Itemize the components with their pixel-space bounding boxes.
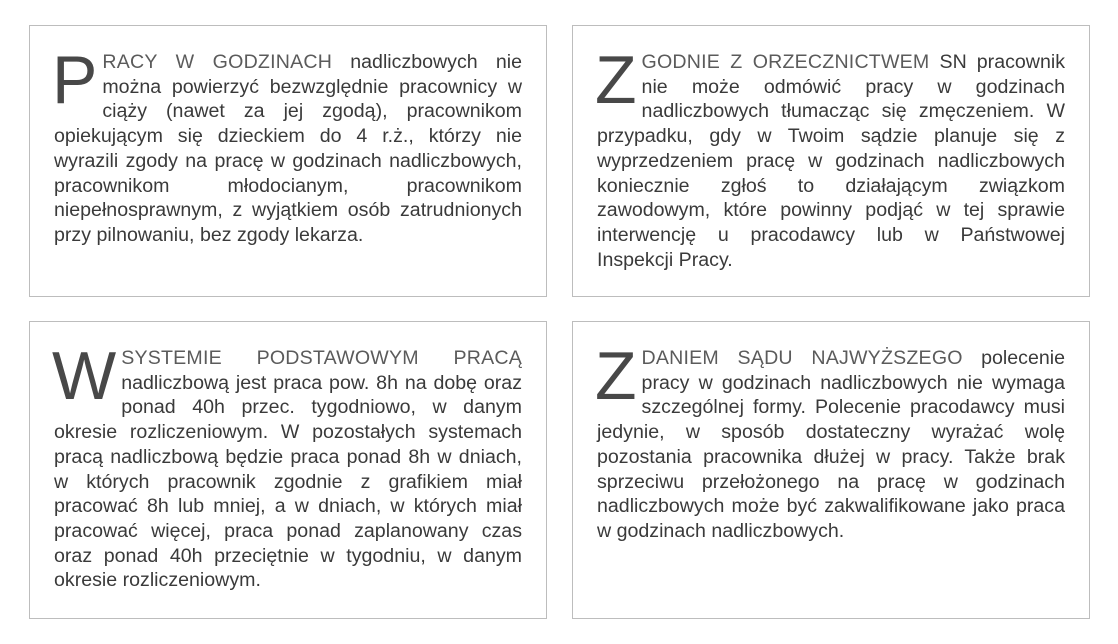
info-box-basic-system [29, 321, 547, 619]
drop-cap: W [52, 338, 117, 414]
lead-in: DANIEM SĄDU NAJWYŻSZEGO [641, 347, 963, 369]
box-paragraph [595, 42, 1065, 272]
drop-cap: P [52, 42, 98, 118]
box-paragraph [52, 338, 522, 593]
paragraph-body: nadliczbową jest praca pow. 8h na dobę oraz ponad 40h przec. tygodniowo, w danym okresie rozliczeniowym. W pozostałych systemach pracą nadliczbową będzie praca ponad 8h w dniach, w których pracownik zgodnie z grafikiem miał pracować 8h lub mniej, a w dniach, w których miał pracować więcej, praca ponad zaplanowany czas oraz ponad 40h przeciętnie w tygodniu, w danym okresie rozliczeniowym. [54, 371, 522, 592]
paragraph-body: nadliczbowych nie można powierzyć bezwzględnie pracownicy w ciąży (nawet za jej zgodą), pracownikom opiekującym się dzieckiem do 4 r.ż., którzy nie wyrazili zgody na pracę w godzinach nadliczbowych, pracownikom młodocianym, pracownikom niepełnosprawnym, z wyjątkiem osób zatrudnionych przy pilnowaniu, bez zgody lekarza. [54, 51, 522, 246]
paragraph-body: SN pracownik nie może odmówić pracy w godzinach nadliczbowych tłumacząc się zmęczeniem. W przypadku, gdy w Twoim sądzie planuje się z wyprzedzeniem pracę w godzinach nadliczbowych koniecznie zgłoś to działającym związkom zawodowym, które powinny podjąć w tej sprawie interwencję u pracodawcy lub w Państwowej Inspekcji Pracy. [597, 51, 1065, 271]
lead-in: SYSTEMIE PODSTAWOWYM PRACĄ [121, 347, 522, 369]
info-box-supreme-court-opinion [572, 321, 1090, 619]
lead-in: GODNIE Z ORZECZNICTWEM [641, 51, 930, 73]
drop-cap: Z [595, 338, 637, 414]
drop-cap: Z [595, 42, 637, 118]
box-paragraph [52, 42, 522, 248]
paragraph-body: polecenie pracy w godzinach nadliczbowych nie wymaga szczególnej formy. Polecenie pracodawcy musi jedynie, w sposób dostateczny wyrażać wolę pozostania pracownika dłużej w pracy. Także brak sprzeciwu przełożonego na pracę w godzinach nadliczbowych może być zakwalifikowane jako praca w godzinach nadliczbowych. [597, 347, 1066, 542]
info-box-case-law [572, 25, 1090, 297]
lead-in: RACY W GODZINACH [102, 51, 333, 73]
box-paragraph [595, 338, 1066, 544]
info-box-overtime-restrictions [29, 25, 547, 297]
